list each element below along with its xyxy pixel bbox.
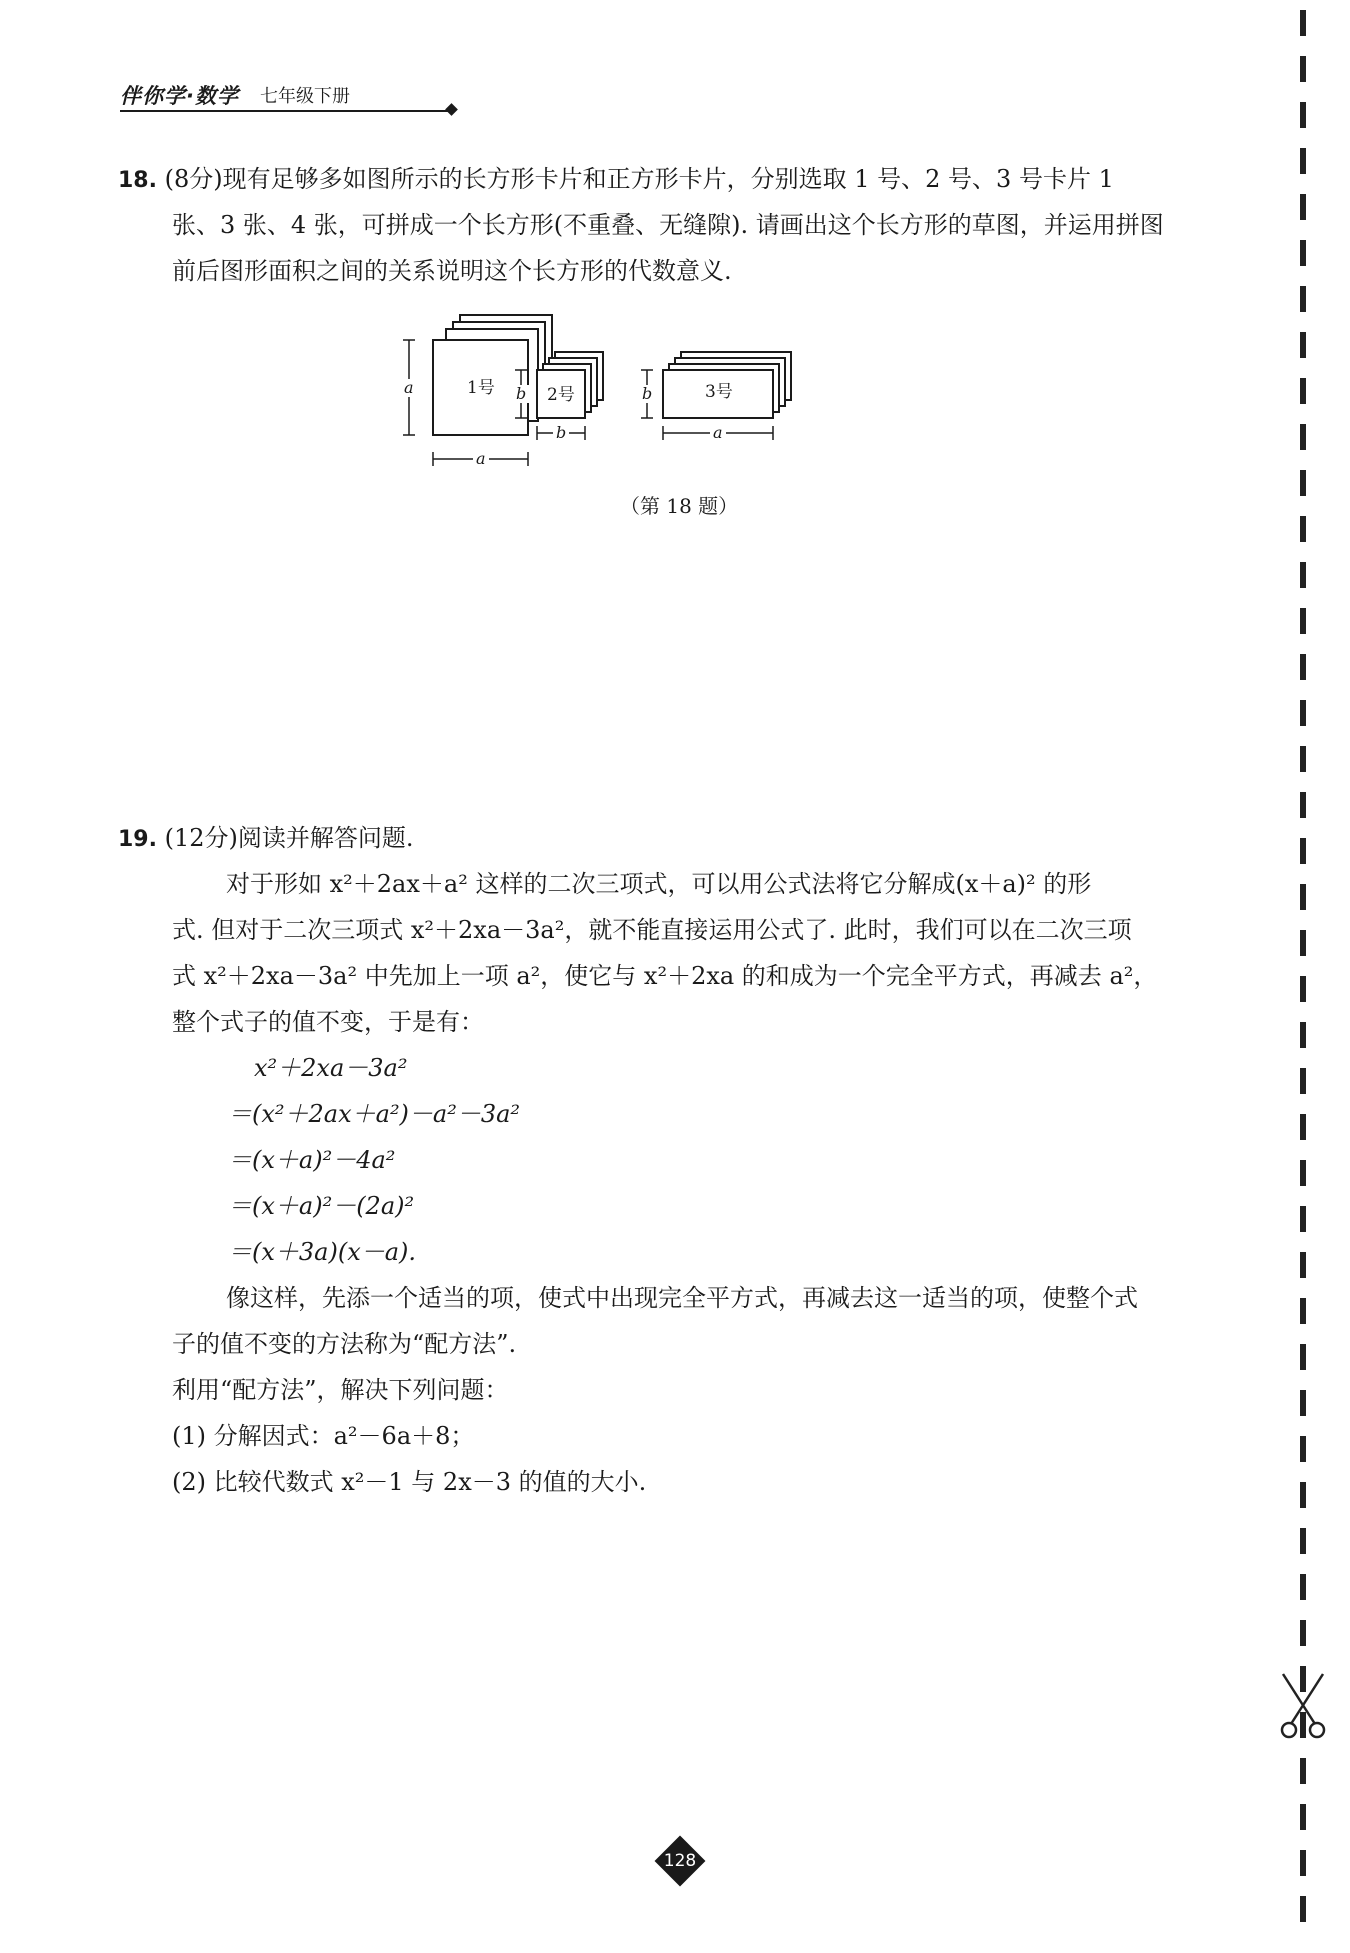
card3-label: 3号 (705, 382, 733, 402)
q19-instruction: 利用“配方法”，解决下列问题： (172, 1376, 509, 1404)
q19-para2-1: 像这样，先添一个适当的项，使式中出现完全平方式，再减去这一适当的项，使整个式 (226, 1284, 1138, 1312)
q18-line-1 (118, 156, 1248, 204)
q19-task-2: (2) 比较代数式 x²－1 与 2x－3 的值的大小. (172, 1468, 647, 1496)
q18-number: 18. (118, 168, 157, 193)
header-rule (120, 110, 450, 112)
q19-step-2: ＝(x²＋2ax＋a²)－a²－3a² (228, 1100, 521, 1128)
scissors-icon (1277, 1672, 1329, 1740)
card2-label: 2号 (547, 385, 575, 405)
q19-para1-1: 对于形如 x²＋2ax＋a² 这样的二次三项式，可以用公式法将它分解成(x＋a)² 的形 (226, 870, 1092, 898)
page-number: 128 (663, 1851, 697, 1871)
q19-step-3: ＝(x＋a)²－4a² (228, 1146, 396, 1174)
q19-para1-3: 式 x²＋2xa－3a² 中先加上一项 a²，使它与 x²＋2xa 的和成为一个完全平方式，再减去 a²， (172, 962, 1158, 990)
q19-step-4: ＝(x＋a)²－(2a)² (228, 1192, 415, 1220)
q19-para2-2: 子的值不变的方法称为“配方法”. (172, 1330, 517, 1358)
q18-text-2: 张、3 张、4 张，可拼成一个长方形(不重叠、无缝隙). 请画出这个长方形的草图，并运用拼图 (172, 211, 1164, 239)
page-number-badge (655, 1836, 705, 1886)
card2-side-label: b (516, 384, 527, 403)
q18-text-1: (8分)现有足够多如图所示的长方形卡片和正方形卡片，分别选取 1 号、2 号、3 号卡片 1 (164, 165, 1114, 193)
card1-side-label: a (404, 378, 414, 397)
q18-caption: （第 18 题） (620, 494, 739, 518)
card1-bottom-label: a (476, 449, 486, 468)
q19-para1-4: 整个式子的值不变，于是有： (172, 1008, 484, 1036)
q19-line-1 (118, 815, 1248, 863)
book-grade: 七年级下册 (260, 86, 350, 107)
q18-text-3: 前后图形面积之间的关系说明这个长方形的代数意义. (172, 257, 732, 285)
header-diamond-icon (445, 103, 458, 116)
q19-task-1: (1) 分解因式：a²－6a＋8； (172, 1422, 475, 1450)
q19-step-5: ＝(x＋3a)(x－a). (228, 1238, 417, 1266)
q19-para1-2: 式. 但对于二次三项式 x²＋2xa－3a²，就不能直接运用公式了. 此时，我们可以在二次三项 (172, 916, 1132, 944)
page-header (120, 80, 460, 116)
card3-side-label: b (642, 384, 653, 403)
card3-bottom-label: a (713, 423, 723, 442)
q19-title: (12分)阅读并解答问题. (164, 824, 414, 852)
card1-label: 1号 (467, 378, 495, 398)
book-brand: 伴你学·数学 (120, 84, 239, 108)
cut-line (1300, 10, 1306, 1940)
q19-number: 19. (118, 827, 157, 852)
q18-figure (395, 305, 975, 480)
q19-step-1: x²＋2xa－3a² (254, 1054, 408, 1082)
card2-bottom-label: b (556, 423, 567, 442)
